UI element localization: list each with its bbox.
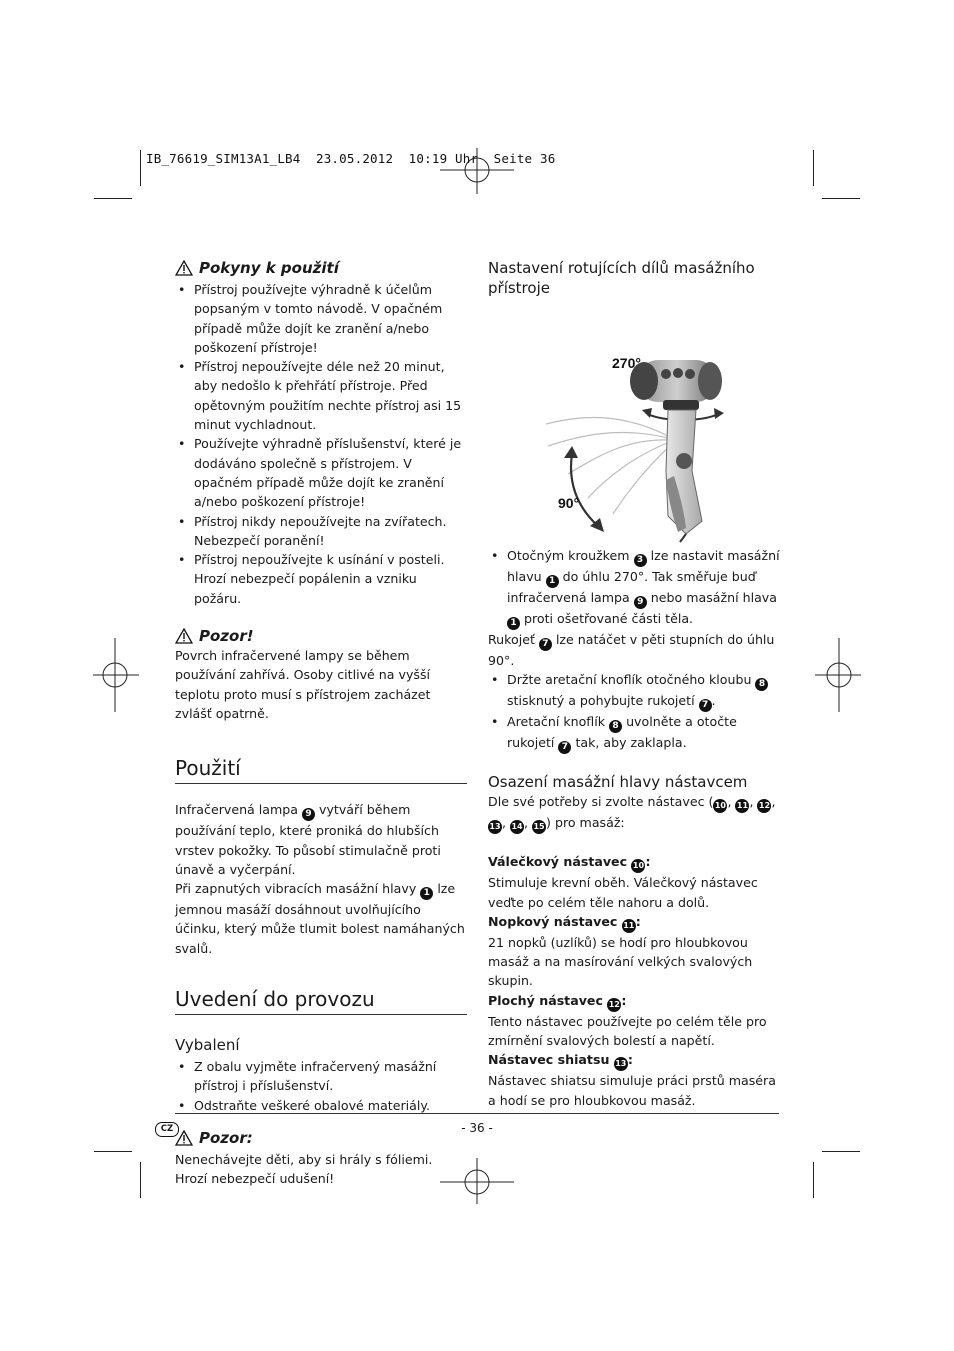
- attach-text: Dle své potřeby si zvolte nástavec (10, 11, 12, 13, 14, 15) pro masáž:: [488, 792, 780, 834]
- crop-mark: [94, 198, 132, 199]
- right-column: [488, 258, 780, 1110]
- caution-title: Pozor!: [199, 627, 254, 646]
- crop-mark: [140, 150, 141, 186]
- ref-number: 7: [699, 699, 712, 712]
- handle-list: [488, 670, 780, 754]
- rotate-list: [488, 546, 780, 630]
- use-paragraph: Infračervená lampa 9 vytváří během používání teplo, které proniká do hlubších vrstev pokožky. To působí stimulačně proti únavě a vyčerpání.: [175, 802, 441, 877]
- ref-number: 10: [631, 859, 645, 873]
- list-item: • Přístroj nepoužívejte déle než 20 minut, aby nedošlo k přehřátí přístroje. Před opětovným použitím nechte přístroj asi 15 minut vychladnout.: [175, 357, 467, 434]
- registration-mark-left: [93, 636, 139, 714]
- usage-heading: [175, 258, 467, 278]
- list-item: • Používejte výhradně příslušenství, které je dodáváno společně s přístrojem. V opačném případě může dojít ke zranění a/nebo poškození přístroje!: [175, 434, 467, 511]
- list-item: • Aretační knoflík 8 uvolněte a otočte rukojetí 7 tak, aby zaklapla.: [488, 712, 780, 754]
- caution-heading: [175, 626, 467, 646]
- ref-number: 11: [735, 799, 749, 813]
- registration-mark-right: [815, 636, 861, 714]
- device-illustration: [488, 306, 780, 544]
- crop-mark: [822, 198, 860, 199]
- ref-number: 12: [607, 998, 621, 1012]
- ref-number: 9: [634, 596, 647, 609]
- knob-title: Nopkový nástavec 11:: [488, 912, 780, 933]
- footer-rule: [175, 1113, 779, 1114]
- crop-mark: [94, 1151, 132, 1152]
- list-item: • Otočným kroužkem 3 lze nastavit masážní hlavu 1 do úhlu 270°. Tak směřuje buď infračervená lampa 9 nebo masážní hlava 1 proti ošetřované části těla.: [488, 546, 780, 630]
- caution-text: Povrch infračervené lampy se během používání zahřívá. Osoby citlivé na vyšší teplotu proto musí s přístrojem zacházet zvlášť opatrně.: [175, 648, 431, 721]
- caution-text: Nenechávejte děti, aby si hrály s fóliemi. Hrozí nebezpečí udušení!: [175, 1151, 433, 1187]
- shiatsu-text: Nástavec shiatsu simuluje práci prstů maséra a hodí se pro hloubkovou masáž.: [488, 1073, 776, 1108]
- roller-title: Válečkový nástavec 10:: [488, 852, 780, 873]
- list-item: • Přístroj používejte výhradně k účelům popsaným v tomto návodě. V opačném případě může dojít ke zranění a/nebo poškození přístroje!: [175, 280, 467, 357]
- unpack-list: [175, 1057, 467, 1115]
- list-item: • Přístroj nepoužívejte k usínání v posteli. Hrozí nebezpečí popálenin a vzniku požáru.: [175, 550, 467, 608]
- ref-number: 1: [420, 887, 433, 900]
- flat-text: Tento nástavec používejte po celém těle pro zmírnění svalových bolestí a napětí.: [488, 1013, 767, 1049]
- ref-number: 3: [634, 554, 647, 567]
- ref-number: 8: [755, 678, 768, 691]
- rotate-heading: Nastavení rotujících dílů masážního přístroje: [488, 259, 755, 297]
- ref-number: 10: [713, 799, 727, 813]
- ref-number: 12: [757, 799, 771, 813]
- warning-icon: [175, 628, 193, 644]
- list-item: • Držte aretační knoflík otočného kloubu 8 stisknutý a pohybujte rukojetí 7 .: [488, 670, 780, 712]
- ref-number: 15: [532, 820, 546, 834]
- page-number: - 36 -: [461, 1121, 493, 1135]
- caution-title: Pozor:: [199, 1128, 253, 1147]
- print-slug: IB_76619_SIM13A1_LB4 23.05.2012 10:19 Uhr Seite 36: [146, 151, 556, 166]
- ref-number: 1: [507, 617, 520, 630]
- ref-number: 1: [546, 575, 559, 588]
- ref-number: 8: [609, 720, 622, 733]
- angle-label-270: 270°: [612, 355, 641, 371]
- knob-text: 21 nopků (uzlíků) se hodí pro hloubkovou masáž a na masírování velkých svalových skupin.: [488, 934, 753, 989]
- ref-number: 7: [558, 741, 571, 754]
- crop-mark: [822, 1151, 860, 1152]
- use-paragraph: Při zapnutých vibracích masážní hlavy 1 lze jemnou masáží dosáhnout uvolňujícího účinku, který může tlumit bolest namáhaných svalů.: [175, 881, 465, 956]
- ref-number: 14: [510, 820, 524, 834]
- ref-number: 13: [614, 1057, 628, 1071]
- ref-number: 13: [488, 820, 502, 834]
- crop-mark: [813, 150, 814, 186]
- usage-list: [175, 280, 467, 608]
- ref-number: 7: [539, 638, 552, 651]
- list-item: • Z obalu vyjměte infračervený masážní přístroj i příslušenství.: [175, 1057, 467, 1096]
- section-start-heading: Uvedení do provozu: [175, 986, 467, 1015]
- ref-number: 11: [622, 919, 636, 933]
- section-use-heading: Použití: [175, 755, 467, 784]
- crop-mark: [813, 1162, 814, 1198]
- attach-heading: Osazení masážní hlavy nástavcem: [488, 773, 748, 792]
- unpack-heading: Vybalení: [175, 1036, 240, 1055]
- usage-title: Pokyny k použití: [199, 259, 339, 277]
- warning-icon: [175, 260, 193, 276]
- angle-label-90: 90°: [558, 495, 580, 511]
- roller-text: Stimuluje krevní oběh. Válečkový nástavec veďte po celém těle nahoru a dolů.: [488, 875, 758, 910]
- flat-title: Plochý nástavec 12:: [488, 991, 780, 1012]
- shiatsu-title: Nástavec shiatsu 13:: [488, 1050, 780, 1071]
- list-item: • Odstraňte veškeré obalové materiály.: [175, 1096, 467, 1115]
- handle-text: Rukojeť 7 lze natáčet v pěti stupních do úhlu 90°.: [488, 632, 775, 668]
- left-column: [175, 258, 467, 1189]
- list-item: • Přístroj nikdy nepoužívejte na zvířatech. Nebezpečí poranění!: [175, 512, 467, 551]
- crop-mark: [140, 1162, 141, 1198]
- language-badge: CZ: [155, 1122, 179, 1137]
- ref-number: 9: [302, 808, 315, 821]
